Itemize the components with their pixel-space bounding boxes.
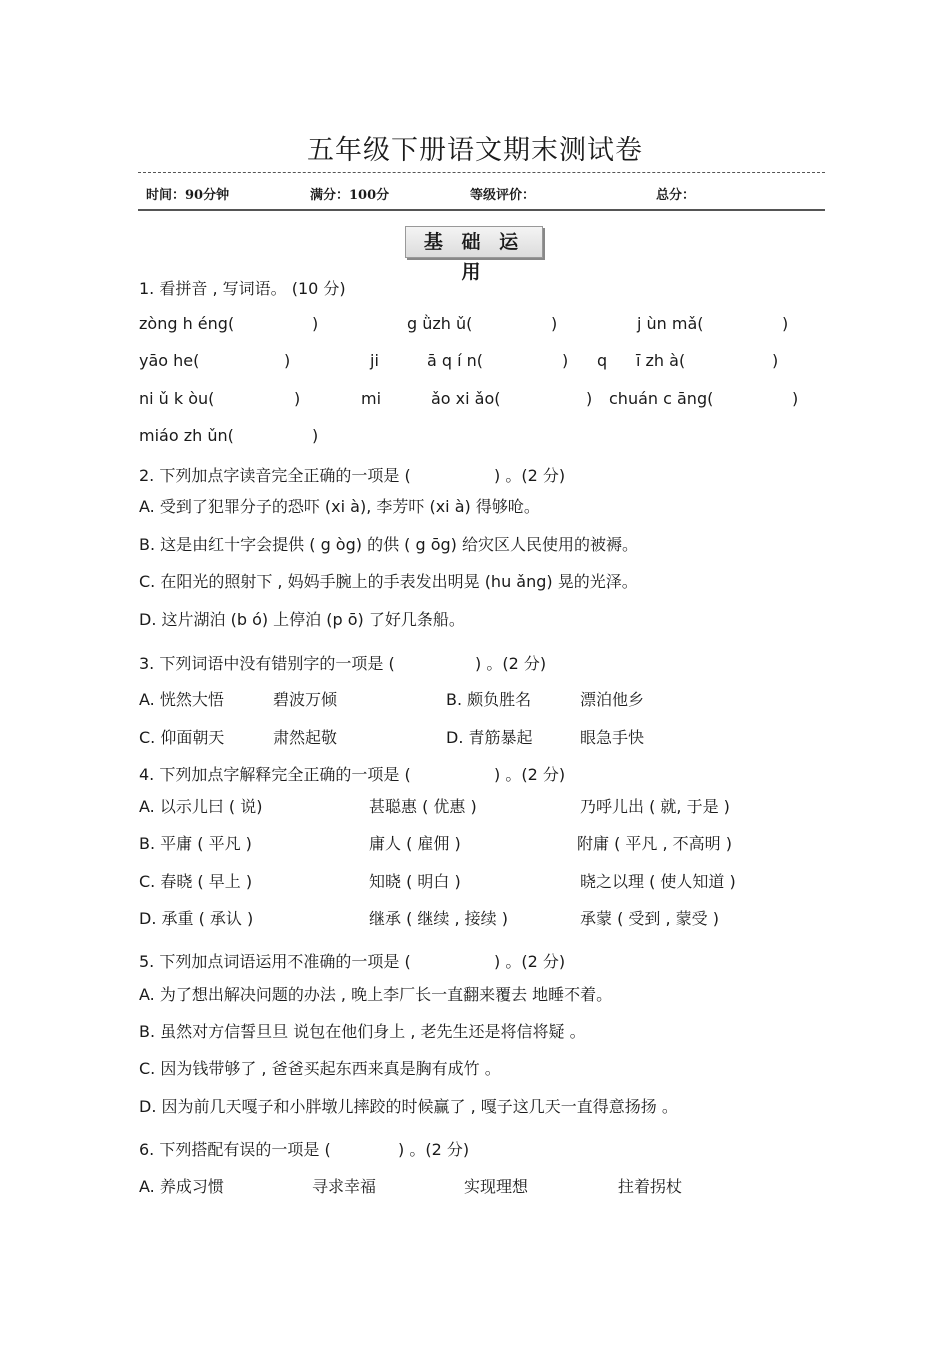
q5-option-a: A. 为了想出解决问题的办法 , 晚上李厂长一直翻来覆去 地睡不着。 <box>139 985 613 1004</box>
q2-option-c: C. 在阳光的照射下 , 妈妈手腕上的手表发出明晃 (hu ǎng) 晃的光泽。 <box>139 572 638 591</box>
exam-info-bar <box>138 172 825 211</box>
q2-option-d: D. 这片湖泊 (b ó) 上停泊 (p ō) 了好几条船。 <box>139 610 465 629</box>
q2-option-b: B. 这是由红十字会提供 ( g òg) 的供 ( g ōg) 给灾区人民使用的被褥。 <box>139 535 639 554</box>
page-title: 五年级下册语文期末测试卷 <box>307 135 643 166</box>
section-title: 基 础 运 用 <box>405 226 543 258</box>
q5-option-c: C. 因为钱带够了 , 爸爸买起东西来真是胸有成竹 。 <box>139 1059 501 1078</box>
full-score-label: 满分：100分 <box>310 188 390 203</box>
q5-option-b: B. 虽然对方信誓旦旦 说包在他们身上 , 老先生还是将信将疑 。 <box>139 1022 586 1041</box>
grade-label: 等级评价： <box>470 188 536 203</box>
q5-option-d: D. 因为前几天嘎子和小胖墩儿摔跤的时候赢了 , 嘎子这几天一直得意扬扬 。 <box>139 1097 678 1116</box>
total-label: 总分： <box>656 188 696 203</box>
q1-stem: 1. 看拼音 , 写词语。 (10 分) <box>139 279 346 298</box>
q2-option-a: A. 受到了犯罪分子的恐吓 (xi à), 李芳吓 (xi à) 得够呛。 <box>139 497 540 516</box>
time-label: 时间：90分钟 <box>146 188 230 203</box>
